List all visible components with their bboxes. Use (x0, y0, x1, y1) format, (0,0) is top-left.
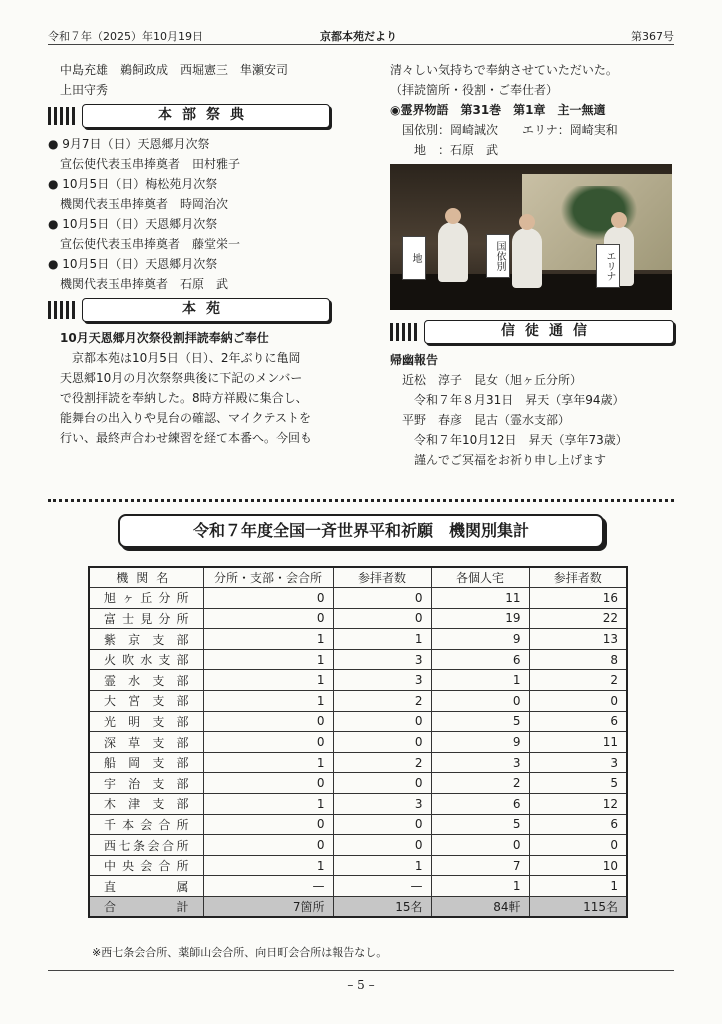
count-cell: 1 (203, 691, 333, 712)
count-cell: 0 (203, 732, 333, 753)
book-reference: ◉霊界物語 第31巻 第1章 主一無適 (390, 103, 606, 117)
article-line: 行い、最終声合わせ練習を経て本番へ。今回も (60, 431, 313, 445)
table-row (89, 876, 627, 897)
right-column (390, 60, 674, 470)
count-cell: 0 (333, 773, 431, 794)
table-row (89, 629, 627, 650)
org-name-cell: 直属 (89, 876, 203, 897)
reader-figure (438, 222, 468, 282)
count-cell: 2 (431, 773, 529, 794)
count-cell: 115名 (529, 897, 627, 918)
section-title: 信徒通信 (424, 320, 674, 344)
count-cell: 0 (203, 588, 333, 609)
count-cell: 0 (529, 835, 627, 856)
count-cell: 1 (203, 855, 333, 876)
page-header (48, 28, 674, 42)
section-banner-honen (48, 298, 330, 322)
org-name-cell: 火吹水支部 (89, 649, 203, 670)
total-row (89, 897, 627, 918)
column-header: 参拝者数 (529, 567, 627, 588)
count-cell: 3 (333, 794, 431, 815)
count-cell: 5 (431, 814, 529, 835)
count-cell: 3 (333, 649, 431, 670)
count-cell: 3 (333, 670, 431, 691)
count-cell: 2 (333, 752, 431, 773)
column-header: 各個人宅 (431, 567, 529, 588)
table-row (89, 855, 627, 876)
count-cell: 1 (333, 855, 431, 876)
article-line: 天恩郷10月の月次祭祭典後に下記のメンバー (60, 371, 303, 385)
newsletter-title: 京都本苑だより (320, 30, 397, 43)
role-sign: エリナ (596, 244, 620, 288)
org-name-cell: 富士見分所 (89, 608, 203, 629)
issue-date: 令和７年（2025）年10月19日 (48, 30, 203, 43)
role-sign: 地 (402, 236, 426, 280)
count-cell: 2 (529, 670, 627, 691)
event-line: ● 10月5日（日）天恩郷月次祭 (48, 257, 218, 271)
event-detail: 機関代表玉串捧奠者 石原 武 (60, 277, 229, 291)
table-row (89, 752, 627, 773)
table-row (89, 649, 627, 670)
count-cell: 16 (529, 588, 627, 609)
count-cell: 8 (529, 649, 627, 670)
count-cell: 1 (203, 629, 333, 650)
reader-head (519, 214, 535, 230)
stripe-decoration (48, 107, 78, 125)
table-row (89, 608, 627, 629)
footnote: ※西七条会合所、薬師山会合所、向日町会合所は報告なし。 (92, 946, 388, 959)
count-cell: 1 (203, 649, 333, 670)
table-row (89, 773, 627, 794)
kiyu-line: 近松 淳子 昆女（旭ヶ丘分所） (402, 373, 583, 387)
table-row (89, 835, 627, 856)
header-rule (48, 44, 674, 45)
count-cell: 6 (431, 649, 529, 670)
dotted-divider (48, 499, 674, 502)
count-cell: 0 (203, 773, 333, 794)
table-title: 令和７年度全国一斉世界平和祈願 機関別集計 (118, 514, 604, 548)
count-cell: 84軒 (431, 897, 529, 918)
count-cell: 0 (333, 608, 431, 629)
count-cell: 12 (529, 794, 627, 815)
count-cell: 22 (529, 608, 627, 629)
role-line: 地 ：石原 武 (414, 143, 499, 157)
count-cell: 15名 (333, 897, 431, 918)
count-cell: 1 (431, 670, 529, 691)
page-number: – 5 – (347, 978, 375, 992)
count-cell: 2 (333, 691, 431, 712)
count-cell: 13 (529, 629, 627, 650)
kiyu-line: 令和７年10月12日 昇天（享年73歳） (414, 433, 628, 447)
stripe-decoration (390, 323, 420, 341)
count-cell: 0 (333, 732, 431, 753)
article-line: 能舞台の出入りや見台の確認、マイクテストを (60, 411, 312, 425)
count-cell: 5 (431, 711, 529, 732)
kiyu-title: 帰幽報告 (390, 353, 439, 367)
column-header: 分所・支部・会合所 (203, 567, 333, 588)
kiyu-line: 謹んでご冥福をお祈り申し上げます (414, 453, 607, 467)
article-title: 10月天恩郷月次祭役割拝読奉納ご奉仕 (60, 331, 269, 345)
count-cell: 1 (529, 876, 627, 897)
table-row (89, 711, 627, 732)
count-cell: 5 (529, 773, 627, 794)
count-cell: 1 (333, 629, 431, 650)
count-cell: 11 (529, 732, 627, 753)
article-line: 京都本苑は10月5日（日）、2年ぶりに亀岡 (72, 351, 301, 365)
count-cell: 9 (431, 732, 529, 753)
ceremony-photo (390, 164, 672, 310)
issue-number: 第367号 (631, 30, 674, 43)
count-cell: 1 (203, 752, 333, 773)
role-line: 国依別：岡崎誠次 エリナ：岡崎実和 (402, 123, 618, 137)
org-name-cell: 中央会合所 (89, 855, 203, 876)
column-header: 機関名 (89, 567, 203, 588)
event-line: ● 10月5日（日）梅松苑月次祭 (48, 177, 218, 191)
count-cell: 6 (431, 794, 529, 815)
event-detail: 宣伝使代表玉串捧奠者 田村雅子 (60, 157, 241, 171)
table-row (89, 670, 627, 691)
org-name-cell: 船岡支部 (89, 752, 203, 773)
text-line: （拝読箇所・役割・ご奉仕者） (390, 83, 559, 97)
table-row (89, 732, 627, 753)
count-cell: 0 (333, 835, 431, 856)
reader-figure (512, 228, 542, 288)
count-cell: 19 (431, 608, 529, 629)
section-banner-honbu (48, 104, 330, 128)
count-cell: 0 (203, 835, 333, 856)
count-cell: 0 (333, 711, 431, 732)
event-line: ● 9月7日（日）天恩郷月次祭 (48, 137, 210, 151)
count-cell: 6 (529, 711, 627, 732)
text-line: 清々しい気持ちで奉納させていただいた。 (390, 63, 618, 77)
section-banner-shinto (390, 320, 674, 344)
table-header-row (89, 567, 627, 588)
section-title: 本苑 (82, 298, 330, 322)
count-cell: 0 (431, 835, 529, 856)
stripe-decoration (48, 301, 78, 319)
org-name-cell: 深草支部 (89, 732, 203, 753)
text-line: 上田守秀 (60, 83, 109, 97)
count-cell: 9 (431, 629, 529, 650)
role-sign: 国依別 (486, 234, 510, 278)
org-name-cell: 木津支部 (89, 794, 203, 815)
org-name-cell: 大宮支部 (89, 691, 203, 712)
reader-head (445, 208, 461, 224)
count-cell: 0 (431, 691, 529, 712)
table-row (89, 691, 627, 712)
section-title: 本部祭典 (82, 104, 330, 128)
article-line: で役割拝読を奉納した。8時方祥殿に集合し、 (60, 391, 308, 405)
table-row (89, 794, 627, 815)
org-name-cell: 霊水支部 (89, 670, 203, 691)
org-name-cell: 旭ヶ丘分所 (89, 588, 203, 609)
count-cell: 0 (333, 814, 431, 835)
org-name-cell: 光明支部 (89, 711, 203, 732)
count-cell: 1 (203, 794, 333, 815)
count-cell: 7 (431, 855, 529, 876)
count-cell: 3 (431, 752, 529, 773)
column-header: 参拝者数 (333, 567, 431, 588)
count-cell: 0 (529, 691, 627, 712)
count-cell: 10 (529, 855, 627, 876)
count-cell: 11 (431, 588, 529, 609)
count-cell: 1 (203, 670, 333, 691)
event-detail: 機関代表玉串捧奠者 時岡治次 (60, 197, 229, 211)
kiyu-line: 令和７年８月31日 昇天（享年94歳） (414, 393, 625, 407)
count-cell: 1 (431, 876, 529, 897)
count-cell: 0 (203, 814, 333, 835)
summary-table (88, 566, 628, 918)
count-cell: — (203, 876, 333, 897)
count-cell: — (333, 876, 431, 897)
org-name-cell: 宇治支部 (89, 773, 203, 794)
event-detail: 宣伝使代表玉串捧奠者 藤堂栄一 (60, 237, 241, 251)
event-line: ● 10月5日（日）天恩郷月次祭 (48, 217, 218, 231)
count-cell: 7箇所 (203, 897, 333, 918)
kiyu-line: 平野 春彦 昆古（霊水支部） (402, 413, 571, 427)
org-name-cell: 紫京支部 (89, 629, 203, 650)
reader-head (611, 212, 627, 228)
count-cell: 0 (203, 711, 333, 732)
footer-rule (48, 970, 674, 971)
org-name-cell: 千本会合所 (89, 814, 203, 835)
left-column (48, 60, 330, 448)
table-row (89, 588, 627, 609)
org-name-cell: 合計 (89, 897, 203, 918)
count-cell: 0 (203, 608, 333, 629)
table-row (89, 814, 627, 835)
org-name-cell: 西七条会合所 (89, 835, 203, 856)
text-line: 中島充雄 鵜飼政成 西堀憲三 隼瀬安司 (60, 63, 289, 77)
count-cell: 6 (529, 814, 627, 835)
count-cell: 3 (529, 752, 627, 773)
count-cell: 0 (333, 588, 431, 609)
